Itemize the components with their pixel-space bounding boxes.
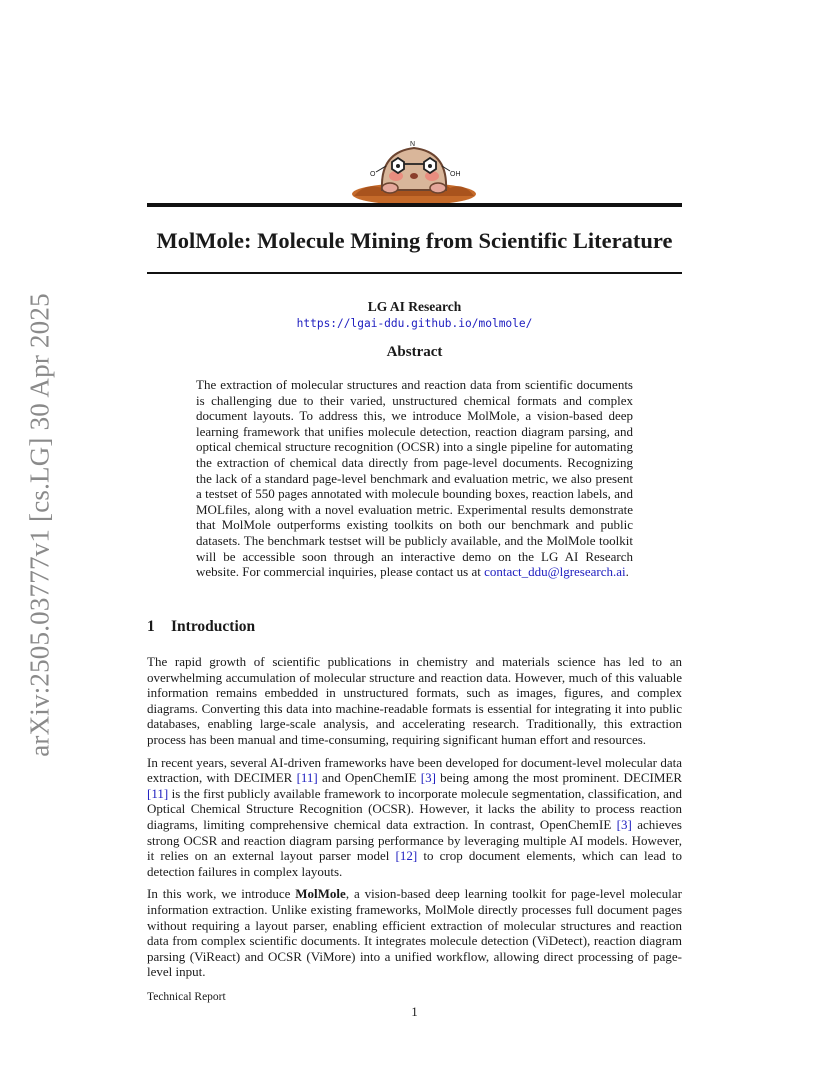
- section-title: Introduction: [171, 618, 256, 635]
- logo-label-n: N: [410, 141, 416, 148]
- footer-note: Technical Report: [147, 991, 226, 1003]
- intro-paragraph-3: [147, 886, 682, 980]
- project-url-link[interactable]: https://lgai-ddu.github.io/molmole/: [296, 317, 533, 330]
- molmole-emphasis: MolMole: [295, 886, 346, 902]
- p2-text-5: achieves strong OCSR and reaction diagram parsing performance by leveraging multiple AI models. However, it relies on an external layout parser model: [147, 816, 682, 864]
- p2-text-1: In recent years, several AI-driven frameworks have been developed for document-level molecular data extraction, with DECIMER: [147, 754, 682, 786]
- arxiv-identifier-text: arXiv:2505.03777v1 [cs.LG] 30 Apr 2025: [24, 293, 55, 757]
- abstract-body: [196, 377, 633, 580]
- citation-link-12[interactable]: [12]: [395, 848, 418, 864]
- p3-text-1: In this work, we introduce: [147, 886, 296, 902]
- citation-link-3[interactable]: [3]: [420, 770, 436, 786]
- title-bottom-rule: [147, 272, 682, 274]
- abstract-heading: Abstract: [386, 344, 443, 360]
- page-number: 1: [411, 1004, 418, 1019]
- p2-text-3: being among the most prominent. DECIMER: [435, 770, 682, 786]
- citation-link-3[interactable]: [3]: [616, 816, 632, 832]
- logo-label-oh: OH: [450, 171, 461, 178]
- intro-paragraph-1: The rapid growth of scientific publications in chemistry and materials science has led to an overwhelming accumulation of molecular structure and reaction data. However, much of this valuable information remains embedded in unstructured formats, such as images, figures, and complex diagrams. Converting this data into machine-readable formats is essential for integrating it into public databases, enabling large-scale analysis, and accelerating research. Traditionally, this extraction process has been manual and time-consuming, requiring significant human effort and resources.: [147, 654, 682, 747]
- arxiv-identifier: [22, 290, 58, 760]
- section-number: 1: [147, 618, 155, 635]
- p3-text-2: , a vision-based deep learning toolkit for page-level molecular information extraction. Unlike existing frameworks, MolMole directly processes full document pages without requiring a layout parser, enabling efficient extraction of molecular structures and reaction data from complex scientific documents. It integrates molecule detection (ViDetect), reaction diagram parsing (ViReact) and OCSR (ViMore) into a unified workflow, allowing direct processing of page-level input.: [147, 886, 682, 980]
- p2-text-6: to crop document elements, which can lead to detection failures in complex layouts.: [147, 848, 682, 879]
- intro-paragraph-2: [147, 755, 682, 880]
- abstract-text: The extraction of molecular structures and reaction data from scientific documents is challenging due to their varied, unstructured chemical formats and complex document layouts. To address this, we introduce MolMole, a vision-based deep learning framework that unifies molecule detection, reaction diagram parsing, and optical chemical structure recognition (OCSR) into a single pipeline for automating the extraction of chemical data directly from page-level documents. Recognizing the lack of a standard page-level benchmark and evaluation metric, we also present a testset of 550 pages annotated with molecule bounding boxes, reaction labels, and MOLfiles, along with a novel evaluation metric. Experimental results demonstrate that MolMole outperforms existing toolkits on both our benchmark and public datasets. The benchmark testset will be publicly available, and the MolMole toolkit will be accessible soon through an interactive demo on the LG AI Research website. For commercial inquiries, please contact us at: [196, 377, 633, 580]
- author-affiliation: LG AI Research: [367, 299, 462, 314]
- title-top-rule: [147, 203, 682, 207]
- paper-title: MolMole: Molecule Mining from Scientific Literature: [156, 228, 673, 253]
- citation-link-11[interactable]: [11]: [296, 770, 318, 786]
- abstract-end: .: [625, 564, 629, 580]
- section-heading-introduction: [147, 617, 255, 637]
- contact-email-link[interactable]: contact_ddu@lgresearch.ai: [484, 564, 626, 580]
- citation-link-11[interactable]: [11]: [147, 785, 169, 801]
- logo-label-o: O: [370, 171, 376, 178]
- p2-text-4: is the first publicly available framework to incorporate molecule segmentation, classification, and Optical Chemical Structure Recognition (OCSR). However, it lacks the ability to process reaction diagrams, limiting comprehensive chemical data extraction. In contrast, OpenChemIE: [147, 785, 682, 832]
- introduction-body: [147, 654, 682, 987]
- p2-text-2: and OpenChemIE: [317, 770, 421, 786]
- mole-mascot-logo: [344, 138, 484, 204]
